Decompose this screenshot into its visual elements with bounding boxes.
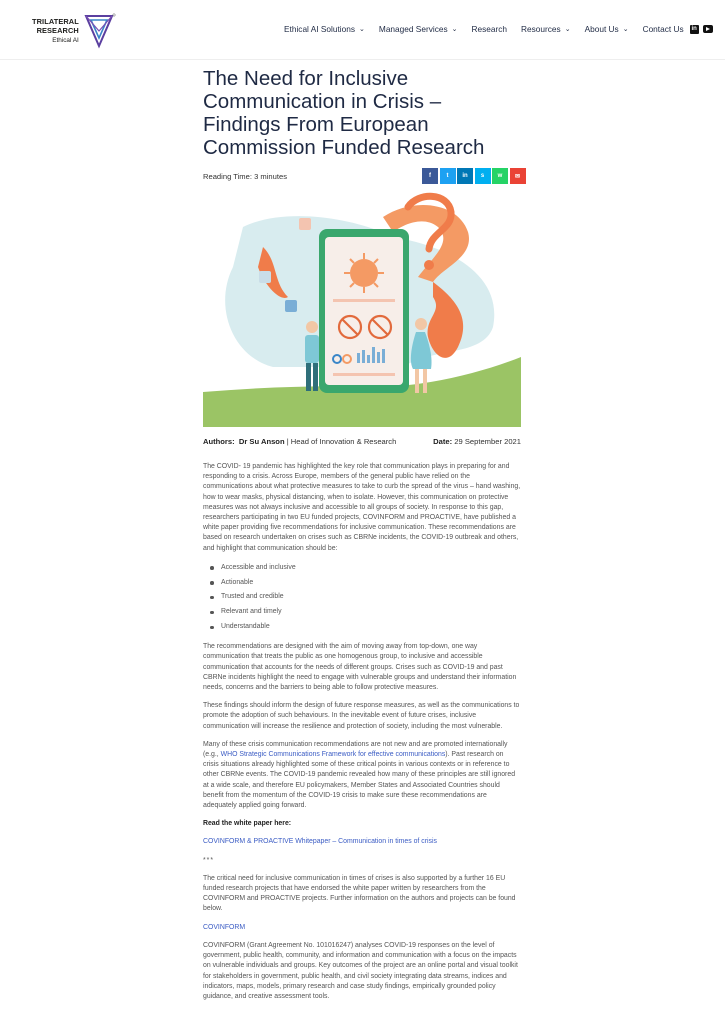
- list-item: Trusted and credible: [219, 592, 521, 602]
- chevron-down-icon: ⌄: [451, 26, 458, 33]
- email-share-icon[interactable]: ✉: [510, 168, 526, 184]
- share-buttons: [422, 168, 527, 184]
- nav-research[interactable]: Research: [471, 24, 508, 34]
- logo-tagline: Ethical AI: [52, 37, 79, 44]
- paragraph: The critical need for inclusive communication in times of crises is also supported by a further 16 EU funded research projects that have endorsed the white paper written by researchers from the COVINFORM and PROACTIVE projects. Further information on the authors and projects can be found below.: [203, 874, 516, 913]
- site-logo[interactable]: [32, 13, 116, 49]
- read-whitepaper-label: Read the white paper here:: [203, 820, 292, 828]
- list-item: Accessible and inclusive: [219, 563, 521, 573]
- covinform-heading-link[interactable]: COVINFORM: [203, 923, 246, 931]
- nav-contact-us[interactable]: Contact Us: [642, 24, 684, 34]
- whitepaper-link[interactable]: COVINFORM & PROACTIVE Whitepaper – Communication in times of crisis: [203, 838, 437, 846]
- publish-date: Date: 29 September 2021: [433, 437, 521, 446]
- paragraph: The COVID- 19 pandemic has highlighted the key role that communication plays in preparing for and responding to a crisis. Across Europe, members of the general public have relied on the communications about what protective measures to take to curb the spread of the virus – hand washing, how to wear masks, physical distancing, when to isolate. However, this communication on protective measures was not always inclusive and accessible to all groups of society. In response to this gap, researchers participating in two EU funded projects, COVINFORM and PROACTIVE, have published a white paper providing five recommendations for inclusive communication. These recommendations are based on research undertaken on crises such as CBRNe incidents, the COVID-19 outbreak and others, and highlight that communication should be:: [203, 463, 521, 552]
- author-role: | Head of Innovation & Research: [284, 437, 397, 446]
- logo-line-2: RESEARCH: [36, 26, 79, 35]
- linkedin-share-icon[interactable]: in: [457, 168, 473, 184]
- chevron-down-icon: ⌄: [564, 26, 571, 33]
- who-framework-link[interactable]: WHO Strategic Communications Framework for effective communications: [220, 751, 446, 759]
- article-body: [203, 462, 521, 1010]
- separator: ***: [203, 856, 215, 864]
- logo-line-1: TRILATERAL: [32, 17, 79, 26]
- hero-illustration: [203, 187, 521, 427]
- list-item: Understandable: [219, 622, 521, 632]
- nav-ethical-ai-solutions[interactable]: Ethical AI Solutions ⌄: [284, 24, 365, 34]
- social-links: [690, 25, 713, 34]
- twitter-share-icon[interactable]: t: [440, 168, 456, 184]
- facebook-share-icon[interactable]: f: [422, 168, 438, 184]
- author-name: Dr Su Anson: [238, 437, 285, 446]
- site-header: [0, 0, 725, 60]
- list-item: Relevant and timely: [219, 607, 521, 617]
- skype-share-icon[interactable]: s: [475, 168, 491, 184]
- paragraph: These findings should inform the design of future response measures, as well as the communications to promote the adoption of such behaviours. In the inevitable event of future crises, inclusive communication will increase the resilience and protection of society, including the most vulnerable.: [203, 702, 520, 730]
- nav-managed-services[interactable]: Managed Services ⌄: [378, 24, 458, 34]
- list-item: Actionable: [219, 578, 521, 588]
- nav-about-us[interactable]: About Us ⌄: [584, 24, 629, 34]
- authors-label: Authors:: [203, 437, 235, 446]
- paragraph: Many of these crisis communication recommendations are not new and are promoted internationally (e.g., WHO Strategic Communications Framework for effective communications). Past research on crisis situations already highlighted some of these critical points in various contexts or in reference to other CBRNe events. The COVID-19 pandemic revealed how many of these principles are still ignored at a wide scale, and therefore EU policymakers, Member States and Associated Countries should benefit from the momentum of the COVID-19 crisis to make sure these recommendations are adequately applied going forward.: [203, 740, 516, 810]
- main-nav: [284, 24, 713, 34]
- whatsapp-share-icon[interactable]: w: [492, 168, 508, 184]
- authors-row: [203, 437, 521, 446]
- logo-triangle-icon: [82, 13, 116, 49]
- recommendation-list: [219, 563, 521, 632]
- youtube-icon[interactable]: [703, 25, 713, 33]
- chevron-down-icon: ⌄: [622, 26, 629, 33]
- nav-resources[interactable]: Resources ⌄: [521, 24, 571, 34]
- chevron-down-icon: ⌄: [359, 26, 365, 33]
- paragraph: COVINFORM (Grant Agreement No. 101016247) analyses COVID-19 responses on the level of government, public health, community, and information and communication with a focus on the impacts on vulnerable individuals and groups. Key outcomes of the project are an online portal and visual toolkit for stakeholders in government, public health, and civil society integrating data streams, indices and indicators, maps, models, primary research and case study findings, empirically grounded policy guidance, and creative assessment tools.: [203, 941, 518, 1000]
- linkedin-icon[interactable]: in: [691, 26, 697, 32]
- reading-time: Reading Time: 3 minutes: [203, 172, 287, 181]
- page-title: The Need for Inclusive Communication in Crisis – Findings From European Commission Funded Research: [203, 67, 485, 159]
- paragraph: The recommendations are designed with the aim of moving away from top-down, one way communication that treats the public as one homogenous group, to inclusive and accessible communication that accounts for the needs of different groups. Crises such as COVID-19 and past CBRNe incidents highlight the need to engage with vulnerable groups and understand their information needs, concerns and the barriers to being able to follow protective measures.: [203, 643, 517, 692]
